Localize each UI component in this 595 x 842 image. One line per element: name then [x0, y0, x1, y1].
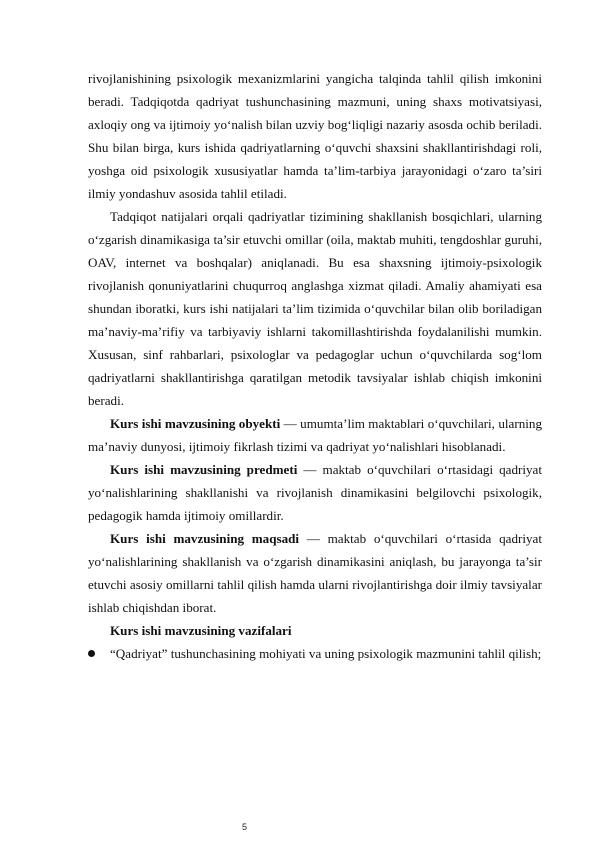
body-text	[88, 67, 542, 665]
object-label: Kurs ishi mavzusining obyekti	[110, 416, 281, 431]
tasks-heading: Kurs ishi mavzusining vazifalari	[110, 623, 292, 638]
goal-label: Kurs ishi mavzusining maqsadi	[110, 531, 300, 546]
page-number: 5	[242, 822, 248, 832]
bullet-icon	[88, 650, 95, 657]
paragraph-results: Tadqiqot natijalari orqali qadriyatlar tizimining shakllanish bosqichlari, ularning o‘zgarish dinamikasiga ta’sir etuvchi omillar (oila, maktab muhiti, tengdoshlar guruhi, OAV, internet va boshqalar) aniqlanadi. Bu esa shaxsning ijtimoiy-psixologik rivojlanish qonuniyatlarini chuqurroq anglashga xizmat qiladi. Amaliy ahamiyati esa shundan iboratki, kurs ishi natijalari ta’lim tizimida o‘quvchilar bilan olib boriladigan ma’naviy-ma’rifiy va tarbiyaviy ishlarni takomillashtirishda foydalanilishi mumkin. Xususan, sinf rahbarlari, psixologlar va pedagoglar uchun o‘quvchilarda sog‘lom qadriyatlarni shakllantirishga qaratilgan metodik tavsiyalar ishlab chiqish imkonini beradi.	[88, 209, 542, 408]
paragraph-subject	[88, 458, 542, 527]
paragraph-object	[88, 412, 542, 458]
paragraph-continuation: rivojlanishining psixologik mexanizmlarini yangicha talqinda tahlil qilish imkonini beradi. Tadqiqotda qadriyat tushunchasining mazmuni, uning shaxs motivatsiyasi, axloqiy ong va ijtimoiy yo‘nalish bilan uzviy bog‘liqligi nazariy asosda ochib beriladi. Shu bilan birga, kurs ishida qadriyatlarning o‘quvchi shaxsini shakllantirishdagi roli, yoshga oid psixologik xususiyatlar hamda ta’lim-tarbiya jarayonidagi o‘zaro ta’siri ilmiy yondashuv asosida tahlil etiladi.	[88, 71, 542, 201]
object-text: — umumta’lim maktablari o‘quvchilari, ularning ma’naviy dunyosi, ijtimoiy fikrlash tizimi va qadriyat yo‘nalishlari hisoblanadi.	[88, 416, 542, 454]
task-list-item	[88, 642, 542, 665]
task-text: “Qadriyat” tushunchasining mohiyati va uning psixologik mazmunini tahlil qilish;	[110, 646, 542, 661]
paragraph-goal	[88, 527, 542, 619]
goal-text: — maktab o‘quvchilari o‘rtasida qadriyat yo‘nalishlarining shakllanish va o‘zgarish dinamikasini aniqlash, bu jarayonga ta’sir etuvchi asosiy omillarni tahlil qilish hamda ularni rivojlantirishga doir ilmiy tavsiyalar ishlab chiqishdan iborat.	[88, 531, 542, 615]
subject-text: — maktab o‘quvchilari o‘rtasidagi qadriyat yo‘nalishlarining shakllanishi va rivojlanish dinamikasini belgilovchi psixologik, pedagogik hamda ijtimoiy omillardir.	[88, 462, 543, 523]
subject-label: Kurs ishi mavzusining predmeti	[110, 462, 298, 477]
